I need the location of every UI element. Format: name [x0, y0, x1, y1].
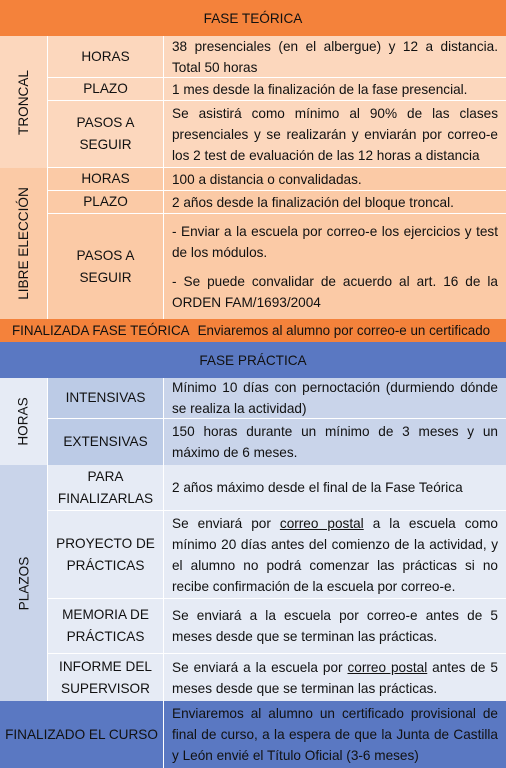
finalizado-curso-label: FINALIZADO EL CURSO	[0, 701, 164, 768]
intensivas-label: INTENSIVAS	[48, 378, 164, 419]
libre-plazo-row	[0, 191, 506, 214]
libre-plazo-text: 2 años desde la finalización del bloque troncal.	[164, 191, 506, 214]
finalizado-curso-text: Enviaremos al alumno un certificado provisional de final de curso, a la espera de que la Junta de Castilla y León envié el Título Oficial (3-6 meses)	[164, 701, 506, 768]
troncal-pasos-label: PASOS A SEGUIR	[48, 101, 164, 168]
finalizada-teorica-label: FINALIZADA FASE TEÓRICA	[12, 323, 190, 338]
libre-pasos-cell	[164, 214, 506, 319]
memoria-text: Se enviará a la escuela por correo-e antes de 5 meses desde que se terminan las prácticas.	[164, 599, 506, 654]
proyecto-label: PROYECTO DE PRÁCTICAS	[48, 511, 164, 599]
proyecto-cell	[164, 511, 506, 599]
informe-row	[0, 654, 506, 701]
finalizada-teorica-band	[0, 319, 506, 342]
memoria-row	[0, 599, 506, 654]
finalizado-curso-row	[0, 701, 506, 768]
troncal-label: TRONCAL	[16, 69, 31, 135]
fase-teorica-title: FASE TEÓRICA	[203, 10, 303, 26]
libre-pasos-text-1: - Enviar a la escuela por correo-e los ejercicios y test de los módulos.	[172, 223, 498, 260]
troncal-horas-text: 38 presenciales (en el albergue) y 12 a distancia. Total 50 horas	[164, 36, 506, 78]
finalizada-teorica-text: Enviaremos al alumno por correo-e un certificado	[197, 323, 491, 338]
troncal-horas-label: HORAS	[48, 36, 164, 78]
troncal-plazo-label: PLAZO	[48, 78, 164, 101]
plazos-label: PLAZOS	[16, 556, 32, 610]
fase-teorica-header	[0, 0, 506, 36]
libre-plazo-label: PLAZO	[48, 191, 164, 214]
troncal-plazo-row	[0, 78, 506, 101]
libre-pasos-label: PASOS A SEGUIR	[48, 214, 164, 319]
informe-text-post: antes de 5 meses desde que se terminan las prácticas.	[172, 659, 498, 696]
troncal-pasos-row	[0, 101, 506, 168]
troncal-pasos-text: Se asistirá como mínimo al 90% de las clases presenciales y se realizarán y enviarán por correo-e los 2 test de evaluación de las 12 horas a distancia	[164, 101, 506, 168]
informe-label: INFORME DEL SUPERVISOR	[48, 654, 164, 701]
informe-cell	[164, 654, 506, 701]
libre-pasos-text-2: - Se puede convalidar de acuerdo al art. 16 de la ORDEN FAM/1693/2004	[172, 273, 498, 310]
informe-text-underlined: correo postal	[347, 659, 428, 675]
extensivas-text: 150 horas durante un mínimo de 3 meses y un máximo de 6 meses.	[164, 419, 506, 465]
troncal-plazo-text: 1 mes desde la finalización de la fase presencial.	[164, 78, 506, 101]
para-finalizar-label: PARA FINALIZARLAS	[48, 465, 164, 511]
fase-practica-header	[0, 342, 506, 378]
proyecto-text-pre: Se enviará por	[172, 515, 271, 531]
proyecto-text-post: a la escuela como mínimo 20 días antes del comienzo de la actividad, y el alumno no podrá comenzar las prácticas si no recibe confirmación de la escuela por correo-e.	[172, 515, 498, 594]
fase-practica-title: FASE PRÁCTICA	[199, 352, 307, 368]
memoria-label: MEMORIA DE PRÁCTICAS	[48, 599, 164, 654]
informe-text-pre: Se enviará a la escuela por	[172, 659, 343, 675]
libre-pasos-row	[0, 214, 506, 319]
troncal-horas-row	[0, 36, 506, 78]
libre-horas-label: HORAS	[48, 168, 164, 191]
proyecto-row	[0, 511, 506, 599]
extensivas-label: EXTENSIVAS	[48, 419, 164, 465]
libre-horas-row	[0, 168, 506, 191]
extensivas-row	[0, 419, 506, 465]
para-finalizar-row	[0, 465, 506, 511]
intensivas-row	[0, 378, 506, 419]
libre-horas-text: 100 a distancia o convalidadas.	[164, 168, 506, 191]
libre-label: LIBRE ELECCIÓN	[16, 187, 31, 300]
practica-horas-label: HORAS	[16, 397, 31, 446]
para-finalizar-text: 2 años máximo desde el final de la Fase Teórica	[164, 465, 506, 511]
intensivas-text: Mínimo 10 días con pernoctación (durmiendo dónde se realiza la actividad)	[164, 378, 506, 419]
proyecto-text-underlined: correo postal	[279, 515, 364, 531]
